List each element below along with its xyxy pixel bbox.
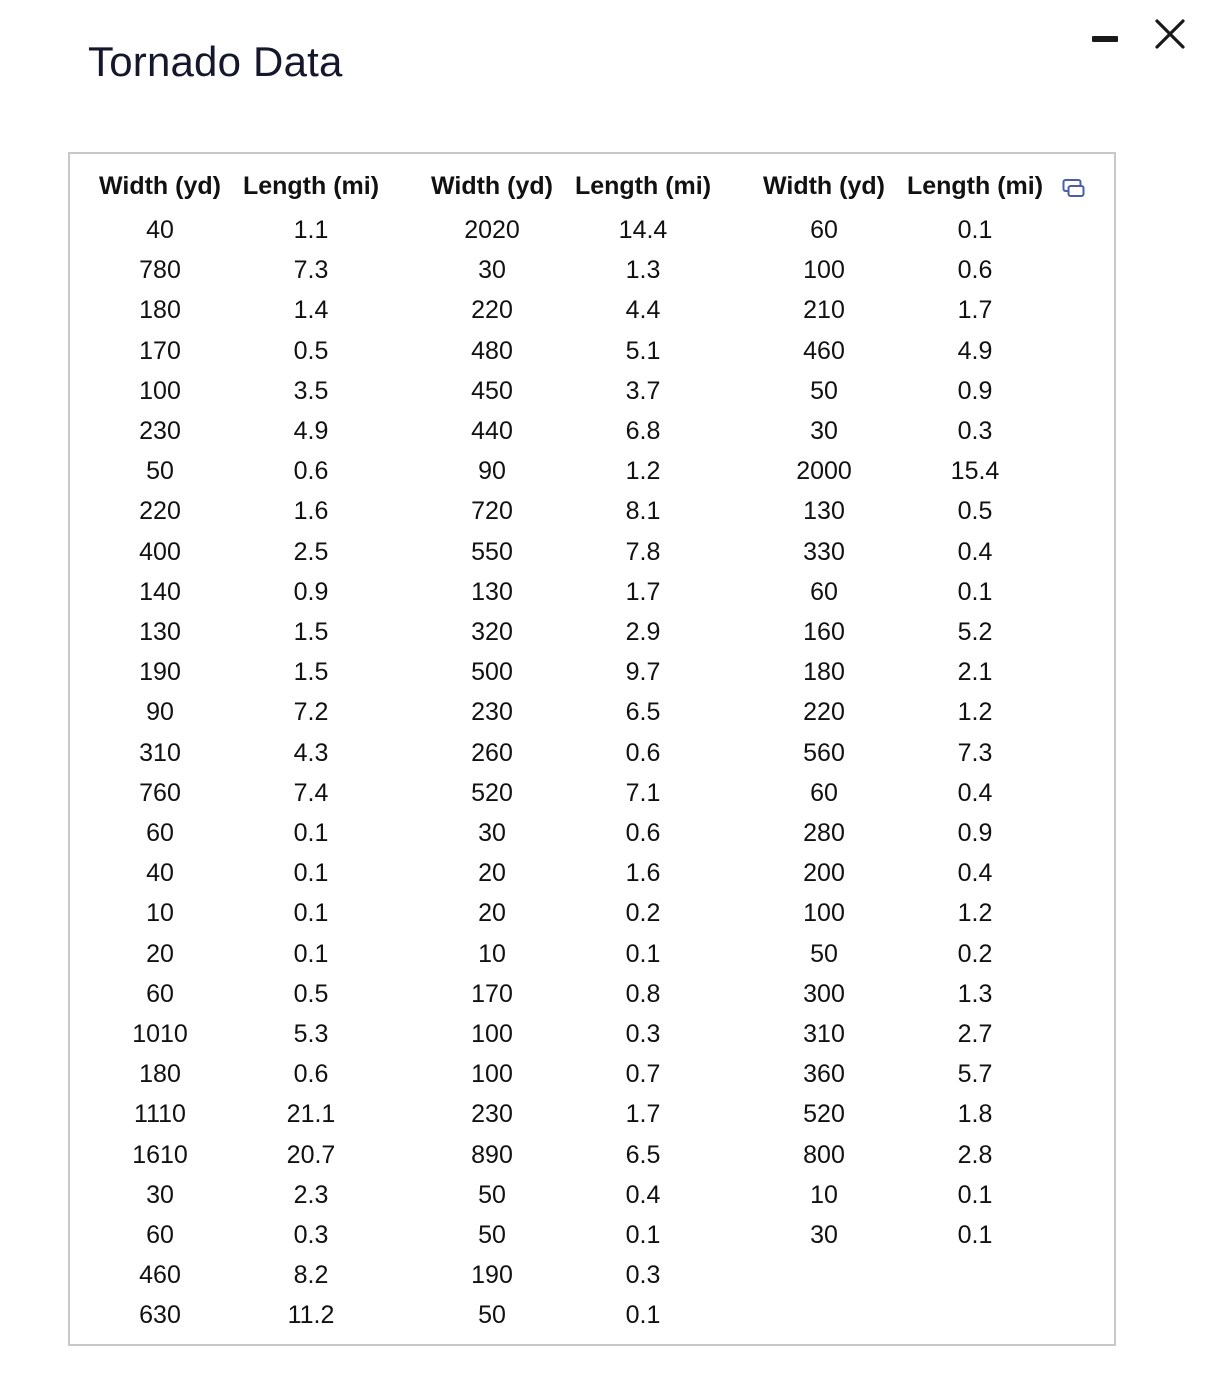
cell-length: 0.4	[957, 778, 993, 807]
cell-length: 7.2	[293, 698, 329, 727]
cell-width: 760	[139, 778, 181, 807]
cell-length: 20.7	[286, 1140, 336, 1169]
cell-length: 3.5	[293, 376, 329, 405]
copy-table-button[interactable]	[1062, 178, 1086, 200]
cell-width: 130	[139, 618, 181, 646]
cell-length: 0.1	[957, 577, 993, 606]
cell-length: 4.3	[293, 738, 329, 767]
column-header-width: Width (yd)	[763, 172, 885, 200]
cell-length: 0.3	[625, 1261, 661, 1290]
cell-length: 0.6	[293, 457, 329, 486]
cell-length: 6.8	[625, 417, 661, 445]
copy-icon	[1062, 178, 1086, 200]
cell-width: 100	[471, 1020, 513, 1048]
cell-width: 2000	[796, 457, 852, 486]
cell-length: 1.6	[293, 497, 329, 526]
cell-width: 720	[471, 497, 513, 526]
cell-length: 4.9	[957, 336, 993, 365]
cell-length: 1.7	[625, 577, 661, 606]
cell-width: 160	[803, 618, 845, 646]
cell-length: 0.7	[625, 1060, 661, 1089]
cell-width: 90	[146, 698, 174, 727]
cell-width: 90	[478, 457, 506, 486]
cell-length: 15.4	[950, 457, 1000, 486]
cell-length: 1.3	[957, 979, 993, 1008]
cell-width: 210	[803, 296, 845, 325]
cell-width: 190	[139, 658, 181, 687]
cell-width: 220	[803, 698, 845, 727]
cell-width: 310	[803, 1020, 845, 1048]
cell-width: 40	[146, 216, 174, 244]
cell-width: 60	[810, 778, 838, 807]
cell-width: 50	[478, 1221, 506, 1249]
cell-width: 50	[478, 1301, 506, 1330]
cell-width: 10	[146, 899, 174, 928]
minimize-icon	[1092, 36, 1118, 42]
cell-width: 100	[803, 899, 845, 928]
cell-width: 780	[139, 256, 181, 285]
cell-length: 0.1	[625, 1301, 661, 1330]
cell-width: 140	[139, 577, 181, 606]
cell-length: 2.3	[293, 1180, 329, 1209]
cell-width: 520	[471, 778, 513, 807]
cell-width: 60	[810, 216, 838, 244]
cell-width: 170	[139, 336, 181, 365]
cell-width: 560	[803, 738, 845, 767]
cell-length: 0.3	[957, 417, 993, 445]
cell-width: 60	[146, 819, 174, 847]
cell-length: 9.7	[625, 658, 661, 687]
cell-length: 7.1	[625, 778, 661, 807]
column-header-length: Length (mi)	[242, 172, 380, 200]
cell-width: 190	[471, 1261, 513, 1290]
cell-length: 0.9	[957, 376, 993, 405]
cell-width: 30	[478, 819, 506, 847]
cell-length: 0.1	[957, 1180, 993, 1209]
cell-width: 260	[471, 738, 513, 767]
cell-width: 480	[471, 336, 513, 365]
cell-width: 170	[471, 979, 513, 1008]
cell-width: 300	[803, 979, 845, 1008]
cell-width: 520	[803, 1100, 845, 1129]
cell-width: 2020	[464, 216, 520, 244]
cell-width: 230	[471, 1100, 513, 1129]
cell-length: 2.9	[625, 618, 661, 646]
cell-width: 890	[471, 1140, 513, 1169]
cell-length: 0.1	[625, 939, 661, 968]
cell-width: 30	[478, 256, 506, 285]
cell-width: 130	[803, 497, 845, 526]
cell-length: 5.1	[625, 336, 661, 365]
cell-width: 330	[803, 537, 845, 566]
cell-width: 220	[471, 296, 513, 325]
cell-width: 50	[810, 376, 838, 405]
cell-length: 1.8	[957, 1100, 993, 1129]
cell-width: 30	[810, 1221, 838, 1249]
cell-width: 60	[146, 979, 174, 1008]
cell-length: 1.4	[293, 296, 329, 325]
cell-length: 5.2	[957, 618, 993, 646]
cell-length: 5.7	[957, 1060, 993, 1089]
cell-width: 440	[471, 417, 513, 445]
cell-length: 0.2	[625, 899, 661, 928]
cell-length: 0.1	[293, 899, 329, 928]
cell-length: 4.9	[293, 417, 329, 445]
cell-width: 50	[478, 1180, 506, 1209]
cell-width: 360	[803, 1060, 845, 1089]
cell-length: 4.4	[625, 296, 661, 325]
cell-width: 1610	[132, 1140, 188, 1169]
cell-width: 20	[478, 859, 506, 888]
cell-width: 230	[471, 698, 513, 727]
cell-length: 2.1	[957, 658, 993, 687]
cell-length: 1.2	[957, 698, 993, 727]
cell-length: 0.1	[957, 1221, 993, 1249]
window-title: Tornado Data	[88, 38, 343, 85]
cell-width: 180	[139, 1060, 181, 1089]
cell-width: 500	[471, 658, 513, 687]
cell-length: 1.2	[957, 899, 993, 928]
cell-width: 320	[471, 618, 513, 646]
cell-length: 2.7	[957, 1020, 993, 1048]
cell-length: 7.3	[293, 256, 329, 285]
column-header-width: Width (yd)	[431, 172, 553, 200]
cell-width: 20	[146, 939, 174, 968]
cell-length: 0.5	[957, 497, 993, 526]
cell-length: 7.8	[625, 537, 661, 566]
cell-length: 0.9	[957, 819, 993, 847]
cell-length: 0.2	[957, 939, 993, 968]
cell-length: 1.7	[625, 1100, 661, 1129]
cell-length: 0.1	[293, 939, 329, 968]
column-header-width: Width (yd)	[99, 172, 221, 200]
cell-width: 60	[146, 1221, 174, 1249]
cell-width: 40	[146, 859, 174, 888]
cell-width: 220	[139, 497, 181, 526]
cell-length: 0.5	[293, 336, 329, 365]
cell-length: 1.2	[625, 457, 661, 486]
cell-length: 0.1	[293, 859, 329, 888]
tornado-data-table	[68, 152, 1116, 1346]
cell-length: 7.3	[957, 738, 993, 767]
cell-length: 1.5	[293, 618, 329, 646]
cell-length: 0.6	[957, 256, 993, 285]
cell-length: 6.5	[625, 698, 661, 727]
cell-length: 0.1	[957, 216, 993, 244]
cell-length: 0.5	[293, 979, 329, 1008]
close-button[interactable]	[1152, 16, 1188, 52]
cell-width: 30	[146, 1180, 174, 1209]
cell-width: 10	[478, 939, 506, 968]
cell-length: 0.6	[293, 1060, 329, 1089]
cell-width: 400	[139, 537, 181, 566]
cell-length: 1.5	[293, 658, 329, 687]
cell-width: 50	[146, 457, 174, 486]
cell-length: 1.1	[293, 216, 329, 244]
cell-length: 1.6	[625, 859, 661, 888]
cell-length: 2.8	[957, 1140, 993, 1169]
cell-width: 100	[139, 376, 181, 405]
cell-length: 1.3	[625, 256, 661, 285]
cell-length: 11.2	[287, 1301, 335, 1330]
cell-width: 550	[471, 537, 513, 566]
cell-length: 0.6	[625, 738, 661, 767]
cell-length: 8.1	[625, 497, 661, 526]
cell-length: 0.1	[293, 819, 329, 847]
cell-length: 1.7	[957, 296, 993, 325]
cell-width: 100	[471, 1060, 513, 1089]
cell-length: 0.4	[957, 537, 993, 566]
cell-length: 0.3	[293, 1221, 329, 1249]
cell-length: 6.5	[625, 1140, 661, 1169]
cell-width: 800	[803, 1140, 845, 1169]
cell-width: 630	[139, 1301, 181, 1330]
cell-length: 0.4	[625, 1180, 661, 1209]
cell-width: 10	[810, 1180, 838, 1209]
cell-width: 50	[810, 939, 838, 968]
close-icon	[1152, 16, 1188, 52]
cell-width: 100	[803, 256, 845, 285]
cell-width: 450	[471, 376, 513, 405]
cell-width: 460	[139, 1261, 181, 1290]
cell-length: 0.9	[293, 577, 329, 606]
column-header-length: Length (mi)	[906, 172, 1044, 200]
cell-width: 200	[803, 859, 845, 888]
cell-length: 0.3	[625, 1020, 661, 1048]
cell-length: 8.2	[293, 1261, 329, 1290]
cell-width: 460	[803, 336, 845, 365]
cell-width: 230	[139, 417, 181, 445]
cell-length: 0.1	[625, 1221, 661, 1249]
cell-width: 60	[810, 577, 838, 606]
cell-width: 20	[478, 899, 506, 928]
column-header-length: Length (mi)	[574, 172, 712, 200]
cell-length: 0.6	[625, 819, 661, 847]
cell-length: 3.7	[625, 376, 661, 405]
cell-width: 130	[471, 577, 513, 606]
cell-width: 30	[810, 417, 838, 445]
cell-width: 180	[139, 296, 181, 325]
cell-width: 310	[139, 738, 181, 767]
cell-width: 1010	[132, 1020, 188, 1048]
minimize-button[interactable]	[1092, 34, 1118, 44]
cell-width: 1110	[134, 1100, 186, 1129]
cell-length: 0.8	[625, 979, 661, 1008]
cell-length: 2.5	[293, 537, 329, 566]
cell-length: 21.1	[286, 1100, 336, 1129]
cell-width: 180	[803, 658, 845, 687]
cell-length: 0.4	[957, 859, 993, 888]
cell-length: 14.4	[618, 216, 668, 244]
cell-length: 5.3	[293, 1020, 329, 1048]
cell-width: 280	[803, 819, 845, 847]
cell-length: 7.4	[293, 778, 329, 807]
